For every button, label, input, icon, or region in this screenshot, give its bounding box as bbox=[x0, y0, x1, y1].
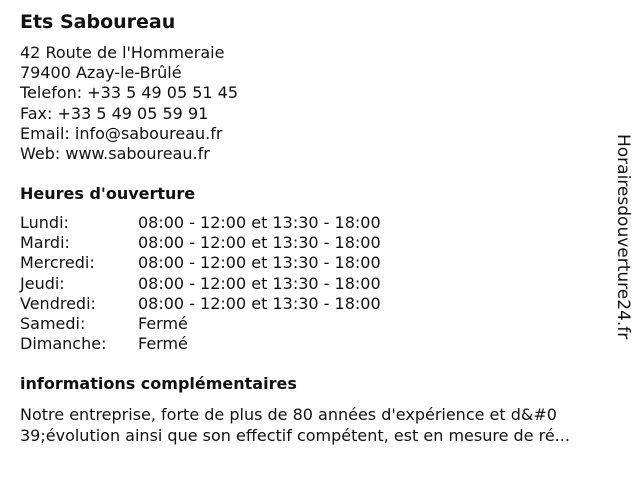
hours-row-monday bbox=[20, 213, 381, 233]
day-label: Mardi: bbox=[20, 233, 70, 253]
description-line-1: Notre entreprise, forte de plus de 80 années d'expérience et d&#0 bbox=[20, 405, 557, 424]
day-label: Mercredi: bbox=[20, 253, 95, 273]
hours-row-saturday bbox=[20, 314, 381, 334]
day-label: Samedi: bbox=[20, 313, 86, 333]
hours-row-tuesday bbox=[20, 233, 381, 253]
time-value: 08:00 - 12:00 et 13:30 - 18:00 bbox=[138, 253, 381, 273]
hours-row-wednesday bbox=[20, 253, 381, 273]
fax-number: Fax: +33 5 49 05 59 91 bbox=[20, 103, 209, 123]
website: Web: www.saboureau.fr bbox=[20, 144, 210, 164]
contact-block bbox=[20, 43, 238, 164]
day-label: Jeudi: bbox=[20, 273, 65, 293]
business-name: Ets Saboureau bbox=[20, 11, 176, 33]
info-heading: informations complémentaires bbox=[20, 374, 297, 393]
time-value: Fermé bbox=[138, 313, 188, 333]
description-text bbox=[20, 404, 620, 446]
address-street: 42 Route de l'Hommeraie bbox=[20, 43, 225, 62]
hours-row-sunday bbox=[20, 334, 381, 354]
day-label: Lundi: bbox=[20, 213, 69, 232]
address-city: 79400 Azay-le-Brûlé bbox=[20, 63, 182, 83]
vertical-brand-watermark: Horairesdouverture24.fr bbox=[613, 134, 633, 340]
time-value: 08:00 - 12:00 et 13:30 - 18:00 bbox=[138, 233, 381, 253]
hours-heading: Heures d'ouverture bbox=[20, 184, 196, 203]
time-value: 08:00 - 12:00 et 13:30 - 18:00 bbox=[138, 273, 381, 293]
day-label: Dimanche: bbox=[20, 334, 107, 354]
hours-row-friday bbox=[20, 294, 381, 314]
description-line-2: 39;évolution ainsi que son effectif compétent, est en mesure de ré... bbox=[20, 426, 570, 445]
day-label: Vendredi: bbox=[20, 293, 96, 313]
time-value: Fermé bbox=[138, 334, 188, 354]
opening-hours-list bbox=[20, 213, 381, 354]
time-value: 08:00 - 12:00 et 13:30 - 18:00 bbox=[138, 293, 381, 313]
hours-row-thursday bbox=[20, 274, 381, 294]
phone-number: Telefon: +33 5 49 05 51 45 bbox=[20, 83, 239, 103]
email-address: Email: info@saboureau.fr bbox=[20, 123, 223, 143]
time-value: 08:00 - 12:00 et 13:30 - 18:00 bbox=[138, 213, 381, 232]
